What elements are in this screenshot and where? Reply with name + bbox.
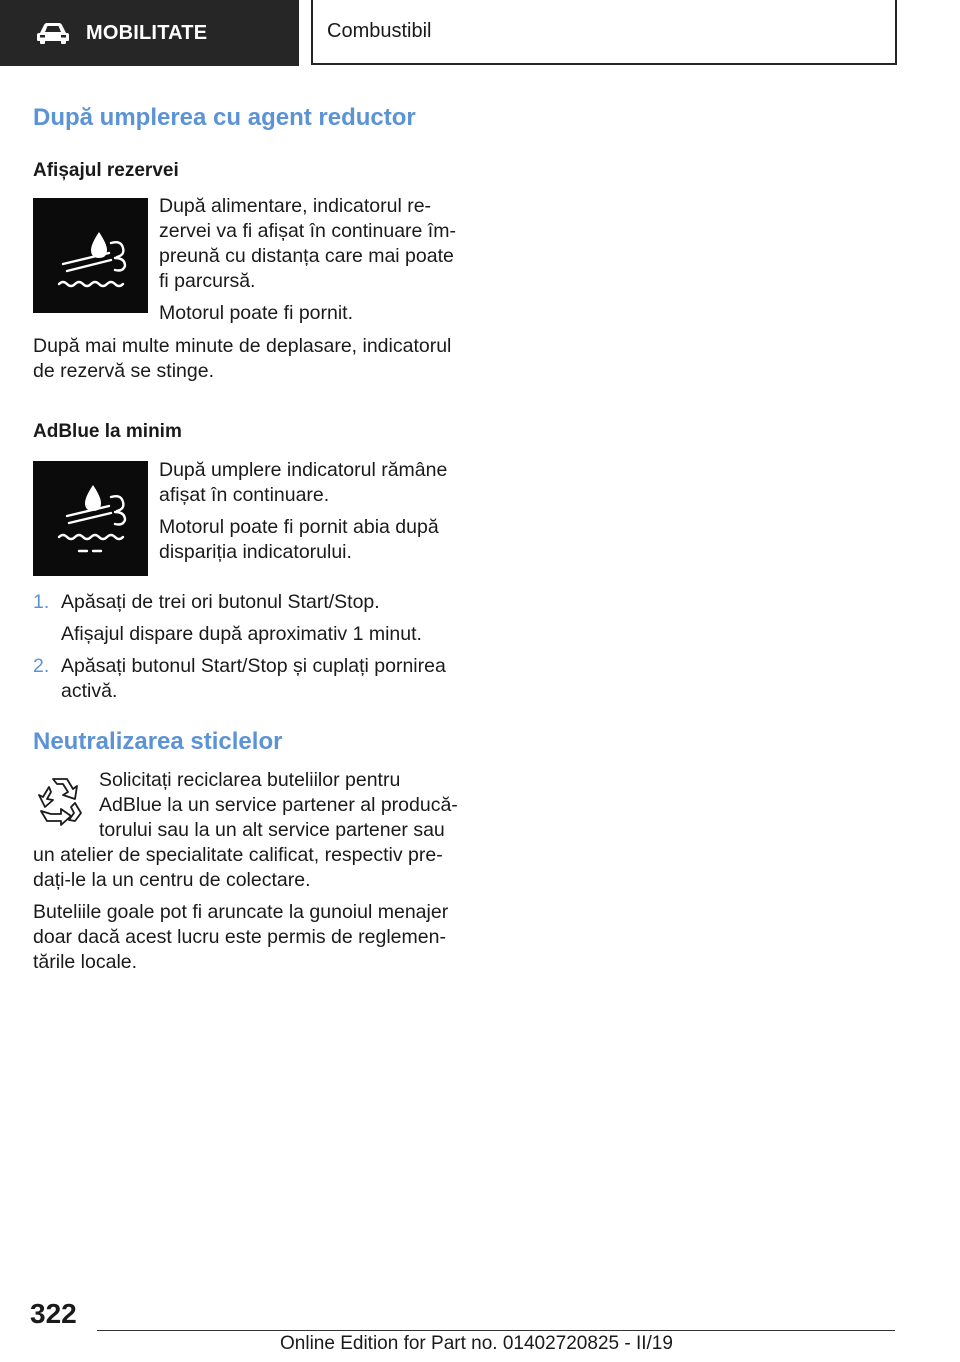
- adblue-reserve-warning-icon: [33, 198, 148, 313]
- chapter-label: Combustibil: [327, 20, 432, 42]
- reserve-text-line-4: fi parcursă.: [159, 270, 256, 292]
- section-title-recycling: Neutralizarea sticlelor: [33, 728, 283, 755]
- step-2-text-line-1: Apăsați butonul Start/Stop și cuplați pornirea: [61, 655, 446, 677]
- reserve-after-line-1: După mai multe minute de deplasare, indicatorul: [33, 335, 452, 357]
- disposal-line-1: Buteliile goale pot fi aruncate la gunoiul menajer: [33, 901, 449, 923]
- recycle-icon: [33, 773, 87, 827]
- engine-note: Motorul poate fi pornit.: [159, 302, 354, 324]
- disposal-line-2: doar dacă acest lucru este permis de reglemen-: [33, 926, 446, 948]
- step-1-text: Apăsați de trei ori butonul Start/Stop.: [61, 591, 380, 613]
- minimum-text-line-2: afișat în continuare.: [159, 484, 330, 506]
- step-2-text-line-2: activă.: [61, 680, 118, 702]
- reserve-heading: Afișajul rezervei: [33, 160, 179, 181]
- adblue-minimum-warning-icon: [33, 461, 148, 576]
- reserve-after-line-2: de rezervă se stinge.: [33, 360, 215, 382]
- disposal-line-3: tările locale.: [33, 951, 138, 973]
- edition-text: Online Edition for Part no. 01402720825 - II/19: [280, 1333, 673, 1354]
- minimum-engine-line-2: dispariția indicatorului.: [159, 541, 352, 563]
- minimum-text-line-1: După umplere indicatorul rămâne: [159, 459, 448, 481]
- recycle-text-line-3: torului sau la un alt service partener sau: [99, 819, 445, 841]
- page-number: 322: [30, 1298, 77, 1329]
- recycle-text-line-1: Solicitați reciclarea buteliilor pentru: [99, 769, 401, 791]
- minimum-engine-line-1: Motorul poate fi pornit abia după: [159, 516, 439, 538]
- recycle-text-line-2: AdBlue la un service partener al producă-: [99, 794, 458, 816]
- chapter-tab: [311, 0, 897, 65]
- step-number-1: 1.: [33, 591, 50, 613]
- car-icon: [36, 21, 70, 45]
- minimum-heading: AdBlue la minim: [33, 421, 182, 442]
- footer-divider: [97, 1330, 895, 1331]
- reserve-text-line-3: preună cu distanța care mai poate: [159, 245, 454, 267]
- section-label: MOBILITATE: [86, 21, 208, 44]
- step-1-note: Afișajul dispare după aproximativ 1 minut.: [61, 623, 422, 645]
- section-title: După umplerea cu agent reductor: [33, 104, 416, 131]
- section-tab: [0, 0, 299, 66]
- recycle-text-line-5: dați-le la un centru de colectare.: [33, 869, 311, 891]
- step-number-2: 2.: [33, 655, 50, 677]
- recycle-text-line-4: un atelier de specialitate calificat, respectiv pre-: [33, 844, 443, 866]
- reserve-text-line-2: zervei va fi afișat în continuare îm-: [159, 220, 456, 242]
- reserve-text-line-1: După alimentare, indicatorul re-: [159, 195, 432, 217]
